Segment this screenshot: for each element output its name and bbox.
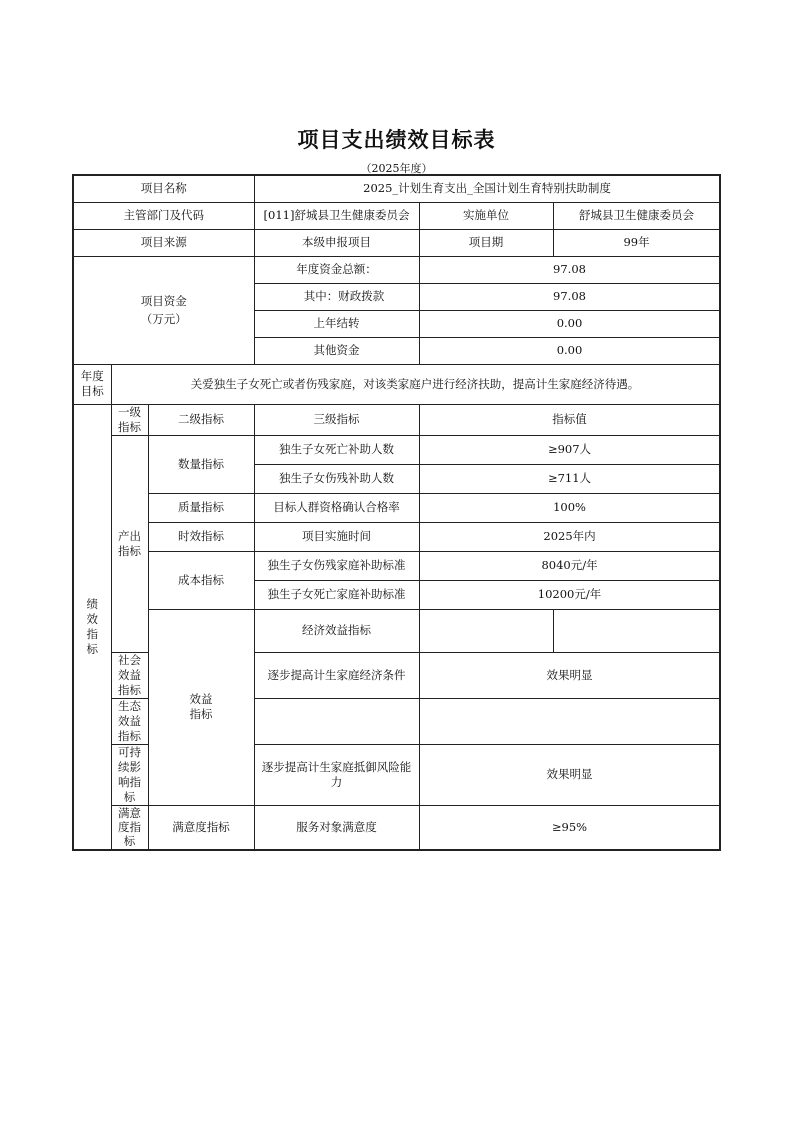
indicator-value: ≥907人	[419, 435, 720, 464]
period-label: 项目期	[419, 229, 553, 256]
indicator-name	[254, 698, 419, 744]
header-value: 指标值	[419, 404, 720, 435]
indicator-value	[419, 698, 720, 744]
indicator-header-row	[73, 404, 720, 435]
indicator-name: 独生子女死亡补助人数	[254, 435, 419, 464]
indicator-value: ≥711人	[419, 464, 720, 493]
page-title: 项目支出绩效目标表	[297, 128, 496, 152]
indicator-row	[73, 493, 720, 522]
indicator-name: 独生子女伤残家庭补助标准	[254, 551, 419, 580]
indicator-value	[553, 609, 720, 652]
dept-label: 主管部门及代码	[73, 202, 254, 229]
satisfaction-sub-label: 满意度指标	[148, 805, 254, 850]
indicator-name: 目标人群资格确认合格率	[254, 493, 419, 522]
funds-other-value: 0.00	[419, 337, 720, 364]
impl-unit-label: 实施单位	[419, 202, 553, 229]
output-indicator-label	[111, 435, 148, 652]
indicator-name: 服务对象满意度	[254, 805, 419, 850]
performance-target-table	[72, 174, 721, 851]
indicator-value: 2025年内	[419, 522, 720, 551]
social-benefit-label: 社会效益指标	[111, 652, 148, 698]
funds-fiscal-label: 其中：财政拨款	[254, 283, 419, 310]
funds-fiscal-value: 97.08	[419, 283, 720, 310]
funds-total-value: 97.08	[419, 256, 720, 283]
indicator-name: 独生子女伤残补助人数	[254, 464, 419, 493]
annual-goal-text: 关爱独生子女死亡或者伤残家庭，对该类家庭户进行经济扶助，提高计生家庭经济待遇。	[111, 364, 720, 404]
indicator-name: 逐步提高计生家庭抵御风险能力	[254, 744, 419, 805]
benefit-indicator-label	[148, 609, 254, 805]
satisfaction-indicator-label	[111, 805, 148, 850]
timeliness-indicator-label: 时效指标	[148, 522, 254, 551]
indicator-value: 效果明显	[419, 744, 720, 805]
indicator-name: 独生子女死亡家庭补助标准	[254, 580, 419, 609]
ecological-benefit-label: 生态效益指标	[111, 698, 148, 744]
impl-unit-value: 舒城县卫生健康委员会	[553, 202, 720, 229]
indicator-row	[73, 522, 720, 551]
quantity-indicator-label: 数量指标	[148, 435, 254, 493]
funds-other-label: 其他资金	[254, 337, 419, 364]
indicator-value: 10200元/年	[419, 580, 720, 609]
annual-goal-label	[73, 364, 111, 404]
indicator-value: 8040元/年	[419, 551, 720, 580]
benefit-indicator-text: 效益指标	[189, 692, 213, 721]
sustainable-impact-label: 可持续影响指标	[111, 744, 148, 805]
header-level1-text: 一级指标	[118, 404, 141, 434]
annual-goal-row	[73, 364, 720, 404]
dept-value: [011]舒城县卫生健康委员会	[254, 202, 419, 229]
source-label: 项目来源	[73, 229, 254, 256]
source-value: 本级申报项目	[254, 229, 419, 256]
satisfaction-indicator-text: 满意度指标	[118, 805, 141, 848]
header-level1	[111, 404, 148, 435]
funds-label: 项目资金 （万元）	[73, 256, 254, 364]
project-name-label: 项目名称	[73, 175, 254, 202]
economic-benefit-label: 经济效益指标	[254, 609, 419, 652]
performance-indicator-label	[73, 404, 111, 850]
row-source	[73, 229, 720, 256]
indicator-value: 效果明显	[419, 652, 720, 698]
funds-total-label: 年度资金总额：	[254, 256, 419, 283]
indicator-row	[73, 435, 720, 464]
header-level3: 三级指标	[254, 404, 419, 435]
indicator-name: 项目实施时间	[254, 522, 419, 551]
funds-carryover-label: 上年结转	[254, 310, 419, 337]
performance-indicator-text: 绩效指标	[86, 596, 98, 656]
indicator-value: 100%	[419, 493, 720, 522]
row-department	[73, 202, 720, 229]
annual-goal-label-text: 年度目标	[80, 369, 104, 398]
indicator-row	[73, 805, 720, 850]
row-project-name	[73, 175, 720, 202]
year-label: （2025年度）	[360, 162, 433, 175]
indicator-row	[73, 609, 720, 652]
period-value: 99年	[553, 229, 720, 256]
header-level2: 二级指标	[148, 404, 254, 435]
indicator-name: 逐步提高计生家庭经济条件	[254, 652, 419, 698]
indicator-row	[73, 551, 720, 580]
cost-indicator-label: 成本指标	[148, 551, 254, 609]
indicator-value: ≥95%	[419, 805, 720, 850]
indicator-name	[419, 609, 553, 652]
quality-indicator-label: 质量指标	[148, 493, 254, 522]
funds-row	[73, 256, 720, 283]
funds-carryover-value: 0.00	[419, 310, 720, 337]
output-indicator-text: 产出指标	[118, 528, 141, 558]
project-name-value: 2025_计划生育支出_全国计划生育特别扶助制度	[254, 175, 720, 202]
